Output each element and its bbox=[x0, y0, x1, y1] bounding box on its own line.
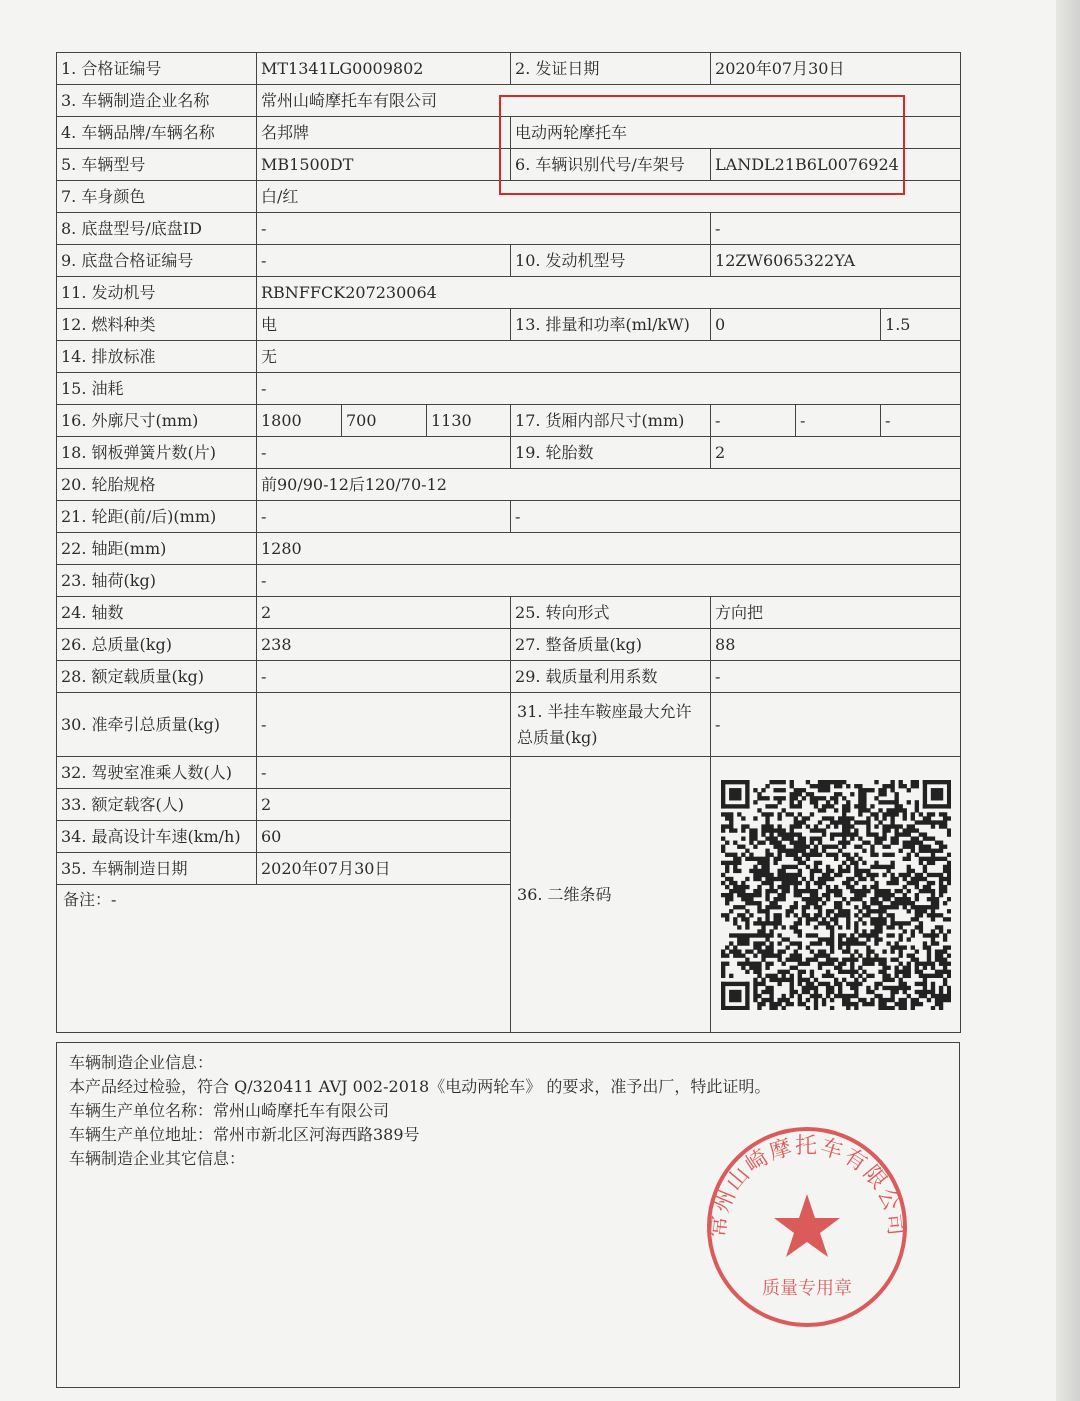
emission-standard: 无 bbox=[257, 341, 961, 373]
load-utilization: - bbox=[711, 661, 961, 693]
tire-count: 2 bbox=[711, 437, 961, 469]
tire-spec: 前90/90-12后120/70-12 bbox=[257, 469, 961, 501]
field-label: 3. 车辆制造企业名称 bbox=[57, 85, 257, 117]
table-row bbox=[57, 309, 961, 341]
field-label: 6. 车辆识别代号/车架号 bbox=[511, 149, 711, 181]
certificate-table bbox=[56, 52, 961, 1033]
field-label: 4. 车辆品牌/车辆名称 bbox=[57, 117, 257, 149]
table-row bbox=[57, 437, 961, 469]
rear-track: - bbox=[511, 501, 961, 533]
rated-load: - bbox=[257, 661, 511, 693]
table-row bbox=[57, 597, 961, 629]
engine-model: 12ZW6065322YA bbox=[711, 245, 961, 277]
vehicle-model: MB1500DT bbox=[257, 149, 511, 181]
table-row bbox=[57, 501, 961, 533]
field-label: 2. 发证日期 bbox=[511, 53, 711, 85]
displacement: 0 bbox=[711, 309, 881, 341]
highlight-box bbox=[499, 95, 905, 195]
steering-type: 方向把 bbox=[711, 597, 961, 629]
leaf-spring-count: - bbox=[257, 437, 511, 469]
table-row bbox=[57, 373, 961, 405]
table-row bbox=[57, 565, 961, 597]
field-label: 7. 车身颜色 bbox=[57, 181, 257, 213]
seal-bottom-text: 质量专用章 bbox=[762, 1278, 852, 1299]
field-label: 8. 底盘型号/底盘ID bbox=[57, 213, 257, 245]
field-label: 24. 轴数 bbox=[57, 597, 257, 629]
qr-code-cell bbox=[711, 757, 961, 1033]
axle-load: - bbox=[257, 565, 961, 597]
power: 1.5 bbox=[881, 309, 961, 341]
field-label: 25. 转向形式 bbox=[511, 597, 711, 629]
body-color: 白/红 bbox=[257, 181, 961, 213]
production-unit-name: 车辆生产单位名称：常州山崎摩托车有限公司 bbox=[69, 1101, 390, 1120]
cargo-length: - bbox=[711, 405, 796, 437]
vehicle-name: 电动两轮摩托车 bbox=[511, 117, 961, 149]
other-info: 车辆制造企业其它信息： bbox=[69, 1149, 246, 1168]
field-label: 32. 驾驶室准乘人数(人) bbox=[57, 757, 257, 789]
table-row bbox=[57, 53, 961, 85]
field-label: 31. 半挂车鞍座最大允许总质量(kg) bbox=[511, 693, 711, 757]
field-label: 1. 合格证编号 bbox=[57, 53, 257, 85]
field-label: 13. 排量和功率(ml/kW) bbox=[511, 309, 711, 341]
field-label: 5. 车辆型号 bbox=[57, 149, 257, 181]
field-label: 16. 外廓尺寸(mm) bbox=[57, 405, 257, 437]
field-label: 33. 额定载客(人) bbox=[57, 789, 257, 821]
table-row bbox=[57, 213, 961, 245]
total-mass: 238 bbox=[257, 629, 511, 661]
dimension-height: 1130 bbox=[427, 405, 511, 437]
field-label: 15. 油耗 bbox=[57, 373, 257, 405]
axle-count: 2 bbox=[257, 597, 511, 629]
field-label: 35. 车辆制造日期 bbox=[57, 853, 257, 885]
inspection-statement: 本产品经过检验，符合 Q/320411 AVJ 002-2018《电动两轮车》 的要求，准予出厂，特此证明。 bbox=[69, 1077, 771, 1096]
qr-code-image bbox=[721, 780, 951, 1010]
field-label: 26. 总质量(kg) bbox=[57, 629, 257, 661]
issue-date: 2020年07月30日 bbox=[711, 53, 961, 85]
manufacture-date: 2020年07月30日 bbox=[257, 853, 511, 885]
field-label: 28. 额定载质量(kg) bbox=[57, 661, 257, 693]
field-label: 19. 轮胎数 bbox=[511, 437, 711, 469]
rated-passengers: 2 bbox=[257, 789, 511, 821]
max-speed: 60 bbox=[257, 821, 511, 853]
vehicle-brand: 名邦牌 bbox=[257, 117, 511, 149]
curb-mass: 88 bbox=[711, 629, 961, 661]
table-row bbox=[57, 405, 961, 437]
wheelbase: 1280 bbox=[257, 533, 961, 565]
company-seal bbox=[704, 1124, 910, 1330]
table-row bbox=[57, 245, 961, 277]
field-label: 14. 排放标准 bbox=[57, 341, 257, 373]
field-label: 10. 发动机型号 bbox=[511, 245, 711, 277]
manufacturer-name: 常州山崎摩托车有限公司 bbox=[257, 85, 961, 117]
info-heading: 车辆制造企业信息： bbox=[69, 1053, 214, 1072]
certificate-number: MT1341LG0009802 bbox=[257, 53, 511, 85]
chassis-id: - bbox=[711, 213, 961, 245]
production-unit-address: 车辆生产单位地址：常州市新北区河海西路389号 bbox=[69, 1125, 420, 1144]
star-icon bbox=[774, 1194, 840, 1257]
chassis-cert-number: - bbox=[257, 245, 511, 277]
field-label: 27. 整备质量(kg) bbox=[511, 629, 711, 661]
field-label: 11. 发动机号 bbox=[57, 277, 257, 309]
table-row bbox=[57, 661, 961, 693]
table-row bbox=[57, 629, 961, 661]
table-row bbox=[57, 341, 961, 373]
field-label: 20. 轮胎规格 bbox=[57, 469, 257, 501]
fuel-consumption: - bbox=[257, 373, 961, 405]
field-label: 22. 轴距(mm) bbox=[57, 533, 257, 565]
field-label: 9. 底盘合格证编号 bbox=[57, 245, 257, 277]
table-row bbox=[57, 757, 961, 789]
page-edge bbox=[1056, 0, 1080, 1401]
vin-number: LANDL21B6L0076924 bbox=[711, 149, 961, 181]
front-track: - bbox=[257, 501, 511, 533]
cargo-height: - bbox=[881, 405, 961, 437]
cargo-width: - bbox=[796, 405, 881, 437]
engine-number: RBNFFCK207230064 bbox=[257, 277, 961, 309]
field-label: 34. 最高设计车速(km/h) bbox=[57, 821, 257, 853]
table-row bbox=[57, 533, 961, 565]
cab-occupants: - bbox=[257, 757, 511, 789]
dimension-length: 1800 bbox=[257, 405, 342, 437]
fuel-type: 电 bbox=[257, 309, 511, 341]
chassis-model: - bbox=[257, 213, 711, 245]
dimension-width: 700 bbox=[342, 405, 427, 437]
field-label: 21. 轮距(前/后)(mm) bbox=[57, 501, 257, 533]
field-label: 23. 轴荷(kg) bbox=[57, 565, 257, 597]
table-row bbox=[57, 277, 961, 309]
field-label: 18. 钢板弹簧片数(片) bbox=[57, 437, 257, 469]
field-label: 30. 准牵引总质量(kg) bbox=[57, 693, 257, 757]
towing-mass: - bbox=[257, 693, 511, 757]
remarks: 备注：- bbox=[57, 885, 511, 1033]
field-label: 29. 载质量利用系数 bbox=[511, 661, 711, 693]
seal-ring-text: 常州山崎摩托车有限公司 bbox=[705, 1133, 909, 1239]
table-row bbox=[57, 693, 961, 757]
fifth-wheel-mass: - bbox=[711, 693, 961, 757]
field-label: 17. 货厢内部尺寸(mm) bbox=[511, 405, 711, 437]
qr-label: 36. 二维条码 bbox=[511, 757, 711, 1033]
field-label: 12. 燃料种类 bbox=[57, 309, 257, 341]
table-row bbox=[57, 469, 961, 501]
